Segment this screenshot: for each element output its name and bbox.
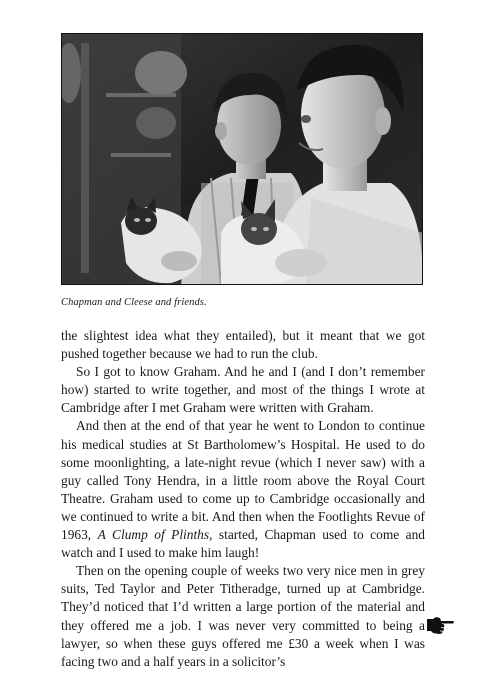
caption-emphasis: friends bbox=[174, 297, 204, 308]
caption-suffix: . bbox=[204, 297, 207, 308]
figure-caption bbox=[61, 297, 207, 308]
paragraph-2: So I got to know Graham. And he and I (and I don’t remember how) started to write together, and most of the things I wrote at Cambridge after I met Graham were written with Graham. bbox=[61, 364, 425, 416]
pointing-hand-icon bbox=[426, 615, 456, 635]
revue-title: A Clump of Plinths bbox=[97, 527, 210, 543]
body-text bbox=[61, 327, 425, 671]
caption-prefix: Chapman and Cleese and bbox=[61, 297, 175, 308]
paragraph-3-end: , started, Chapman used to come and watch and I used to make him laugh! bbox=[61, 527, 425, 561]
photo-chapman-cleese-cats bbox=[61, 33, 423, 285]
paragraph-3 bbox=[61, 417, 425, 562]
paragraph-1: the slightest idea what they entailed), but it meant that we got pushed together because we had to run the club. bbox=[61, 328, 425, 362]
paragraph-4: Then on the opening couple of weeks two very nice men in grey suits, Ted Taylor and Peter Titheradge, turned up at Cambridge. They’d noticed that I’d written a large portion of the material and they offered me a job. I was never very committed to being a lawyer, so when these guys offered me £30 a week when I was facing two and a half years in a solicitor’s bbox=[61, 563, 425, 669]
paragraph-3-text: And then at the end of that year he went to London to continue his medical studies at St Bartholomew’s Hospital. He used to do some moonlighting, a late-night revue (which I never saw) with a guy called Tony Hendra, in a little room above the Royal Court Theatre. Graham used to come up to Cambridge occasionally and we continued to write a bit. And then when the Footlights Revue of 1963, bbox=[61, 418, 425, 543]
